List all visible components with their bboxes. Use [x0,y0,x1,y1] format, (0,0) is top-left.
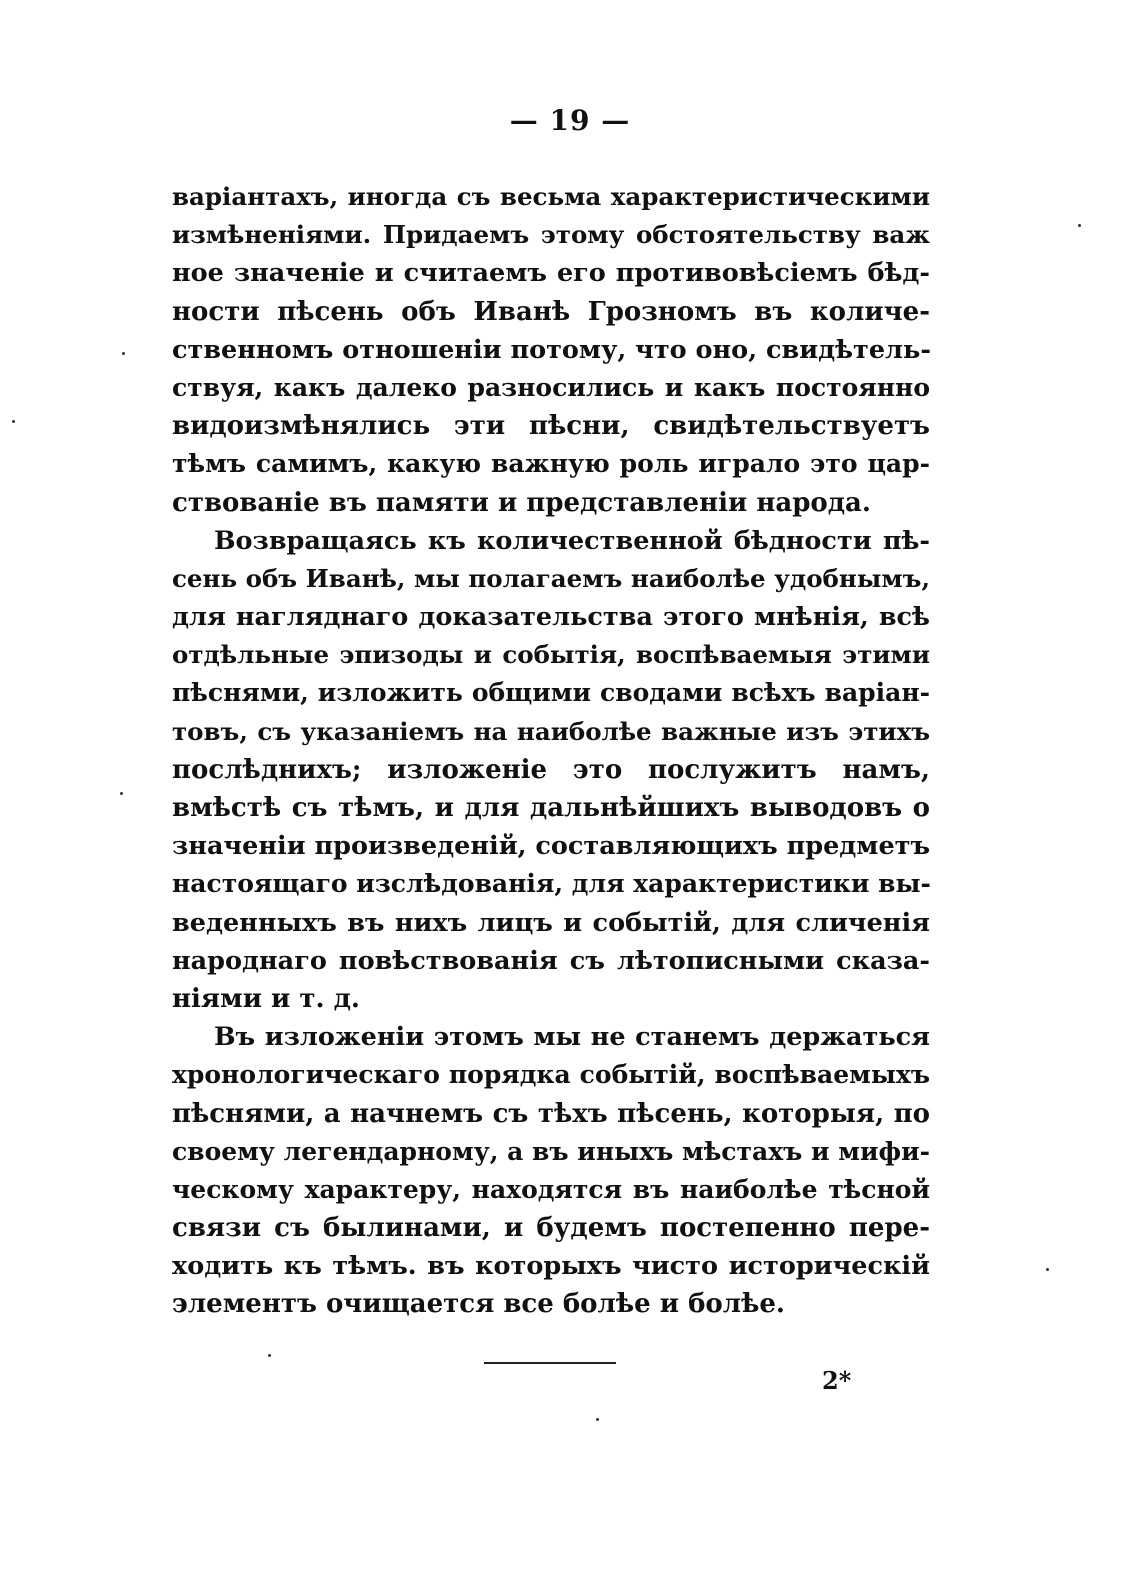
text-line: пѣснями, изложить общими сводами всѣхъ варіан- [172,678,930,708]
paragraph [172,178,930,522]
text-line: связи съ былинами, и будемъ постепенно пере- [172,1213,930,1244]
text-line: измѣненіями. Придаемъ этому обстоятельству важ [172,220,930,250]
text-line: отдѣльные эпизоды и событія, воспѣваемыя этими [172,640,930,670]
text-line: настоящаго изслѣдованія, для характеристики вы- [172,869,931,899]
text-line: значеніи произведеній, составляющихъ предметъ [172,831,931,862]
text-line: ніями и т. д. [172,983,360,1014]
text-line: пѣснями, а начнемъ съ тѣхъ пѣсень, которыя, по [172,1098,930,1129]
scan-speck [120,792,123,795]
paragraph [172,522,930,1018]
text-line: сень объ Иванѣ, мы полагаемъ наиболѣе удобнымъ, [172,563,930,593]
text-line: послѣднихъ; изложеніе это послужитъ намъ, [172,754,930,785]
text-line: хронологическаго порядка событій, воспѣваемыхъ [172,1060,930,1090]
scan-speck [268,1354,271,1357]
text-line: для нагляднаго доказательства этого мнѣнія, всѣ [172,602,930,633]
scan-speck [596,1418,599,1421]
body-text [172,178,930,1324]
text-line: ности пѣсень объ Иванѣ Грозномъ въ количе- [172,296,930,327]
section-divider [484,1362,616,1364]
page-number: — 19 — [509,104,631,137]
text-line: ствованіе въ памяти и представленіи народа. [172,487,871,518]
text-line: вмѣстѣ съ тѣмъ, и для дальнѣйшихъ выводовъ о [172,793,930,823]
scan-speck [122,352,125,355]
scan-speck [1046,1268,1049,1271]
text-line: ное значеніе и считаемъ его противовѣсіемъ бѣд- [172,258,930,289]
text-line: товъ, съ указаніемъ на наиболѣе важные изъ этихъ [172,716,930,746]
text-line: Возвращаясь къ количественной бѣдности пѣ- [214,525,930,556]
signature-mark: 2* [822,1366,852,1395]
text-line: своему легендарному, а въ иныхъ мѣстахъ и мифи- [172,1136,930,1166]
text-line: видоизмѣнялись эти пѣсни, свидѣтельствуетъ [172,411,930,442]
text-line: ческому характеру, находятся въ наиболѣе тѣсной [172,1174,930,1204]
text-line: ствуя, какъ далеко разносились и какъ постоянно [172,372,930,402]
scan-speck [1078,224,1081,227]
text-line: варіантахъ, иногда съ весьма характеристическими [172,182,930,211]
text-line: народнаго повѣствованія съ лѣтописными сказа- [172,945,930,976]
text-line: Въ изложеніи этомъ мы не станемъ держаться [214,1022,930,1053]
text-line: ходить къ тѣмъ. въ которыхъ чисто историческій [172,1251,930,1282]
text-line: веденныхъ въ нихъ лицъ и событій, для сличенія [172,907,930,938]
text-line: тѣмъ самимъ, какую важную роль играло это цар- [172,449,930,479]
scan-speck [12,420,15,423]
text-line: ственномъ отношеніи потому, что оно, свидѣтель- [172,334,931,365]
paragraph [172,1018,930,1324]
text-line: элементъ очищается все болѣе и болѣе. [172,1289,785,1320]
